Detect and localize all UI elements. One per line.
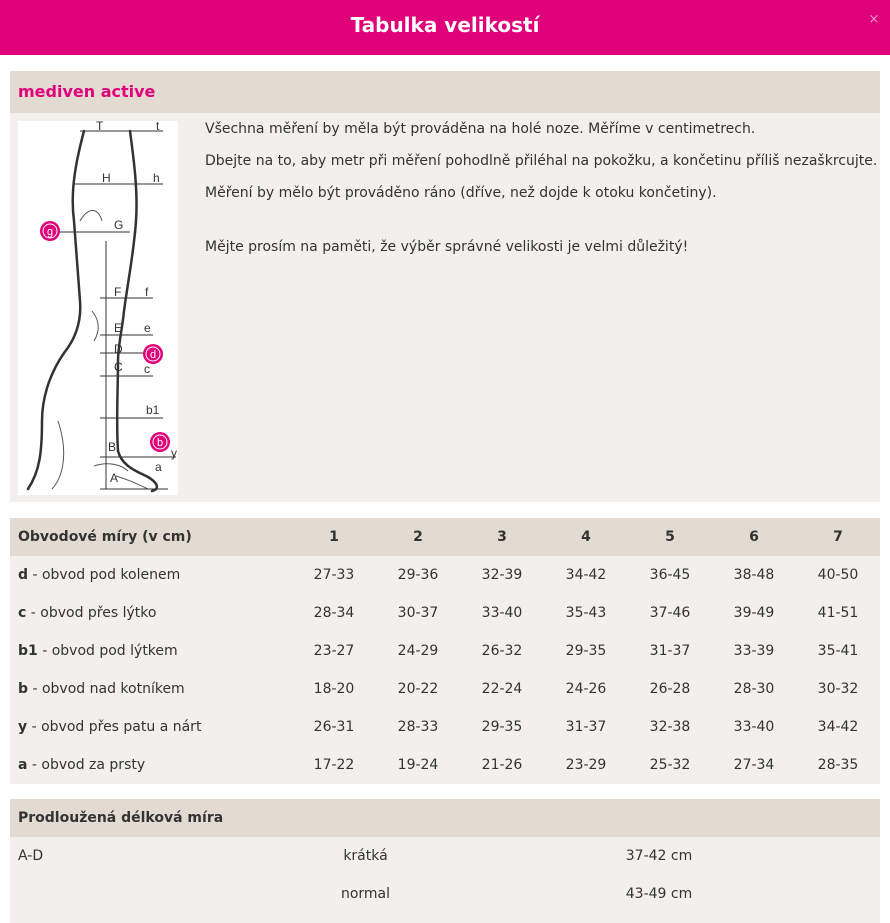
size-cell: 28-35 — [817, 757, 859, 773]
product-name: mediven active — [18, 82, 156, 101]
label-b: b — [156, 437, 164, 449]
label-G: G — [114, 218, 124, 232]
label-c: c — [144, 362, 150, 376]
length-type: normal — [340, 886, 391, 902]
size-cell: 34-42 — [565, 567, 607, 583]
size-table — [10, 518, 880, 784]
leg-diagram — [18, 121, 178, 495]
label-E: E — [114, 321, 123, 335]
size-col-5: 5 — [665, 529, 675, 545]
size-cell: 29-35 — [565, 643, 607, 659]
label-e: e — [144, 321, 151, 335]
size-row-label — [10, 670, 292, 708]
size-cell: 23-27 — [313, 643, 355, 659]
size-row-description: - obvod přes lýtko — [26, 605, 157, 621]
size-col-7: 7 — [833, 529, 843, 545]
label-F: F — [114, 285, 122, 299]
close-icon[interactable]: × — [868, 12, 880, 27]
measurement-instructions — [205, 121, 878, 271]
label-H: H — [102, 171, 111, 185]
size-cell: 39-49 — [733, 605, 775, 621]
size-col-3: 3 — [497, 529, 507, 545]
label-B: B — [108, 440, 117, 454]
size-row-a — [10, 746, 880, 784]
size-cell: 17-22 — [313, 757, 355, 773]
size-row-description: - obvod nad kotníkem — [28, 681, 185, 697]
length-measure — [10, 875, 293, 913]
size-cell: 30-32 — [817, 681, 859, 697]
size-cell: 35-41 — [817, 643, 859, 659]
size-cell: 35-43 — [565, 605, 607, 621]
leg-diagram-svg — [18, 121, 178, 495]
size-row-code: d — [18, 567, 29, 583]
size-row-label — [10, 708, 292, 746]
size-cell: 28-30 — [733, 681, 775, 697]
size-cell: 23-29 — [565, 757, 607, 773]
size-row-code: b — [18, 681, 29, 697]
size-cell: 26-28 — [649, 681, 691, 697]
size-header-label: Obvodové míry (v cm) — [18, 529, 192, 545]
size-col-6: 6 — [749, 529, 759, 545]
size-row-code: b1 — [18, 643, 38, 659]
size-cell: 32-39 — [481, 567, 523, 583]
size-col-4: 4 — [581, 529, 591, 545]
size-cell: 31-37 — [565, 719, 607, 735]
size-cell: 25-32 — [649, 757, 691, 773]
length-table — [10, 837, 880, 913]
size-table-section — [10, 518, 880, 784]
size-cell: 27-34 — [733, 757, 775, 773]
size-cell: 33-40 — [733, 719, 775, 735]
size-row-description: - obvod za prsty — [27, 757, 146, 773]
label-A: A — [110, 471, 119, 485]
length-row — [10, 837, 880, 875]
length-value: 37-42 cm — [625, 848, 693, 864]
size-row-label — [10, 594, 292, 632]
instruction-4: Mějte prosím na paměti, že výběr správné velikosti je velmi důležitý! — [205, 239, 689, 255]
instruction-2: Dbejte na to, aby metr při měření pohodlně přiléhal na pokožku, a končetinu příliš nezaškrcujte. — [205, 153, 878, 169]
label-f: f — [145, 285, 149, 299]
size-row-y — [10, 708, 880, 746]
size-row-label — [10, 556, 292, 594]
size-cell: 36-45 — [649, 567, 691, 583]
label-a: a — [155, 460, 162, 474]
size-cell: 24-26 — [565, 681, 607, 697]
size-cell: 29-36 — [397, 567, 439, 583]
size-cell: 41-51 — [817, 605, 859, 621]
size-cell: 27-33 — [313, 567, 355, 583]
instruction-1: Všechna měření by měla být prováděna na holé noze. Měříme v centimetrech. — [205, 121, 756, 137]
size-cell: 34-42 — [817, 719, 859, 735]
size-cell: 18-20 — [313, 681, 355, 697]
size-row-d — [10, 556, 880, 594]
size-row-description: - obvod přes patu a nárt — [27, 719, 202, 735]
length-measure: A-D — [18, 848, 44, 864]
length-section — [10, 799, 880, 923]
size-cell: 30-37 — [397, 605, 439, 621]
product-header — [10, 71, 880, 113]
length-row — [10, 875, 880, 913]
label-C: C — [114, 360, 123, 374]
label-b1: b1 — [146, 403, 160, 417]
size-cell: 31-37 — [649, 643, 691, 659]
size-row-description: - obvod pod lýtkem — [37, 643, 178, 659]
length-header: Prodloužená délková míra — [10, 799, 880, 837]
label-D: D — [114, 342, 123, 356]
size-cell: 32-38 — [649, 719, 691, 735]
size-row-b — [10, 670, 880, 708]
size-col-1: 1 — [329, 529, 339, 545]
size-cell: 19-24 — [397, 757, 439, 773]
size-col-2: 2 — [413, 529, 423, 545]
size-header-row — [10, 518, 880, 556]
size-row-description: - obvod pod kolenem — [28, 567, 181, 583]
size-row-code: y — [18, 719, 28, 735]
size-cell: 40-50 — [817, 567, 859, 583]
label-h: h — [153, 171, 160, 185]
size-cell: 24-29 — [397, 643, 439, 659]
size-cell: 33-40 — [481, 605, 523, 621]
size-row-label — [10, 746, 292, 784]
size-cell: 26-32 — [481, 643, 523, 659]
label-T: T — [96, 121, 104, 133]
instruction-3: Měření by mělo být prováděno ráno (dříve, než dojde k otoku končetiny). — [205, 185, 717, 201]
size-row-code: c — [18, 605, 27, 621]
size-cell: 22-24 — [481, 681, 523, 697]
size-row-b1 — [10, 632, 880, 670]
size-row-code: a — [18, 757, 28, 773]
size-cell: 33-39 — [733, 643, 775, 659]
size-cell: 38-48 — [733, 567, 775, 583]
length-type: krátká — [343, 848, 388, 864]
size-cell: 26-31 — [313, 719, 355, 735]
size-cell: 28-33 — [397, 719, 439, 735]
size-cell: 21-26 — [481, 757, 523, 773]
size-row-c — [10, 594, 880, 632]
size-cell: 29-35 — [481, 719, 523, 735]
size-cell: 37-46 — [649, 605, 691, 621]
label-y: y — [171, 446, 177, 460]
length-value: 43-49 cm — [625, 886, 693, 902]
label-t: t — [156, 121, 160, 133]
modal-header — [0, 0, 890, 55]
label-d: d — [149, 349, 157, 361]
size-cell: 28-34 — [313, 605, 355, 621]
size-row-label — [10, 632, 292, 670]
size-cell: 20-22 — [397, 681, 439, 697]
label-g: g — [46, 226, 54, 238]
product-section — [10, 71, 880, 502]
modal-title: Tabulka velikostí — [350, 13, 540, 37]
